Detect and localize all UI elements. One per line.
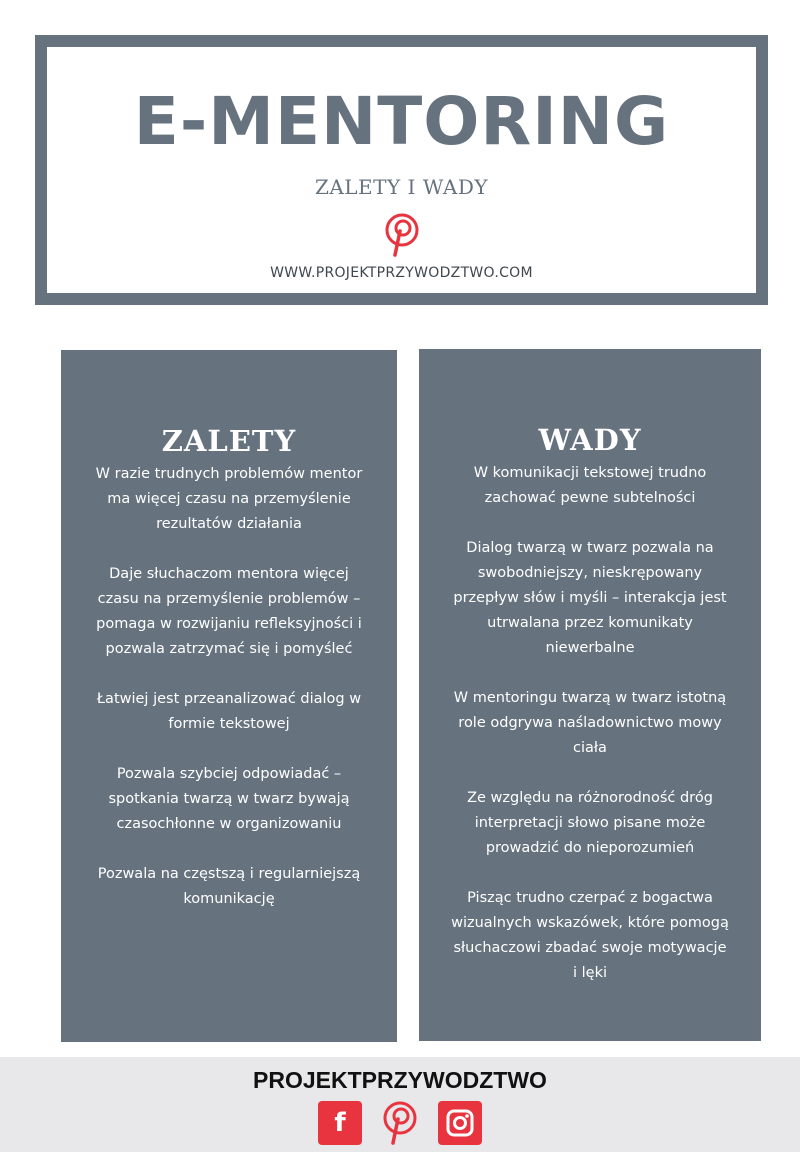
cons-list <box>451 461 729 986</box>
cons-title: WADY <box>538 423 642 457</box>
pros-panel <box>61 350 397 1042</box>
footer <box>0 1057 800 1152</box>
list-item: Ze względu na różnorodność dróg interpretacji słowo pisane może prowadzić do nieporozumień <box>467 789 713 856</box>
list-item: Pozwala na częstszą i regularniejszą komunikację <box>97 865 361 907</box>
social-links <box>0 1101 800 1145</box>
list-item: Pisząc trudno czerpać z bogactwa wizualnych wskazówek, które pomogą słuchaczowi zbadać swoje motywacje i lęki <box>451 889 729 981</box>
list-item: Pozwala szybciej odpowiadać – spotkania twarzą w twarz bywają czasochłonne w organizowaniu <box>108 765 350 832</box>
cons-panel <box>419 349 761 1041</box>
header-box <box>35 35 768 305</box>
list-item: W razie trudnych problemów mentor ma więcej czasu na przemyślenie rezultatów działania <box>95 465 363 532</box>
page-subtitle: ZALETY I WADY <box>314 175 489 199</box>
list-item: W mentoringu twarzą w twarz istotną role odgrywa naśladownictwo mowy ciała <box>453 689 727 756</box>
pinterest-p-logo-icon <box>384 213 420 257</box>
list-item: W komunikacji tekstowej trudno zachować pewne subtelności <box>473 464 707 506</box>
website-link[interactable]: WWW.PROJEKTPRZYWODZTWO.COM <box>270 265 533 281</box>
page-title: E-MENTORING <box>133 83 670 160</box>
facebook-icon[interactable] <box>318 1101 362 1145</box>
pros-list <box>87 462 371 912</box>
facebook-glyph: f <box>334 1108 346 1138</box>
pinterest-icon[interactable] <box>378 1101 422 1145</box>
pros-title: ZALETY <box>161 424 297 458</box>
footer-brand: PROJEKTPRZYWODZTWO <box>253 1067 547 1093</box>
list-item: Łatwiej jest przeanalizować dialog w formie tekstowej <box>96 690 362 732</box>
instagram-icon[interactable] <box>438 1101 482 1145</box>
list-item: Daje słuchaczom mentora więcej czasu na przemyślenie problemów – pomaga w rozwijaniu refleksyjności i pozwala zatrzymać się i pomyśleć <box>96 565 362 657</box>
list-item: Dialog twarzą w twarz pozwala na swobodniejszy, nieskrępowany przepływ słów i myśli – interakcja jest utrwalana przez komunikaty niewerbalne <box>453 539 727 656</box>
